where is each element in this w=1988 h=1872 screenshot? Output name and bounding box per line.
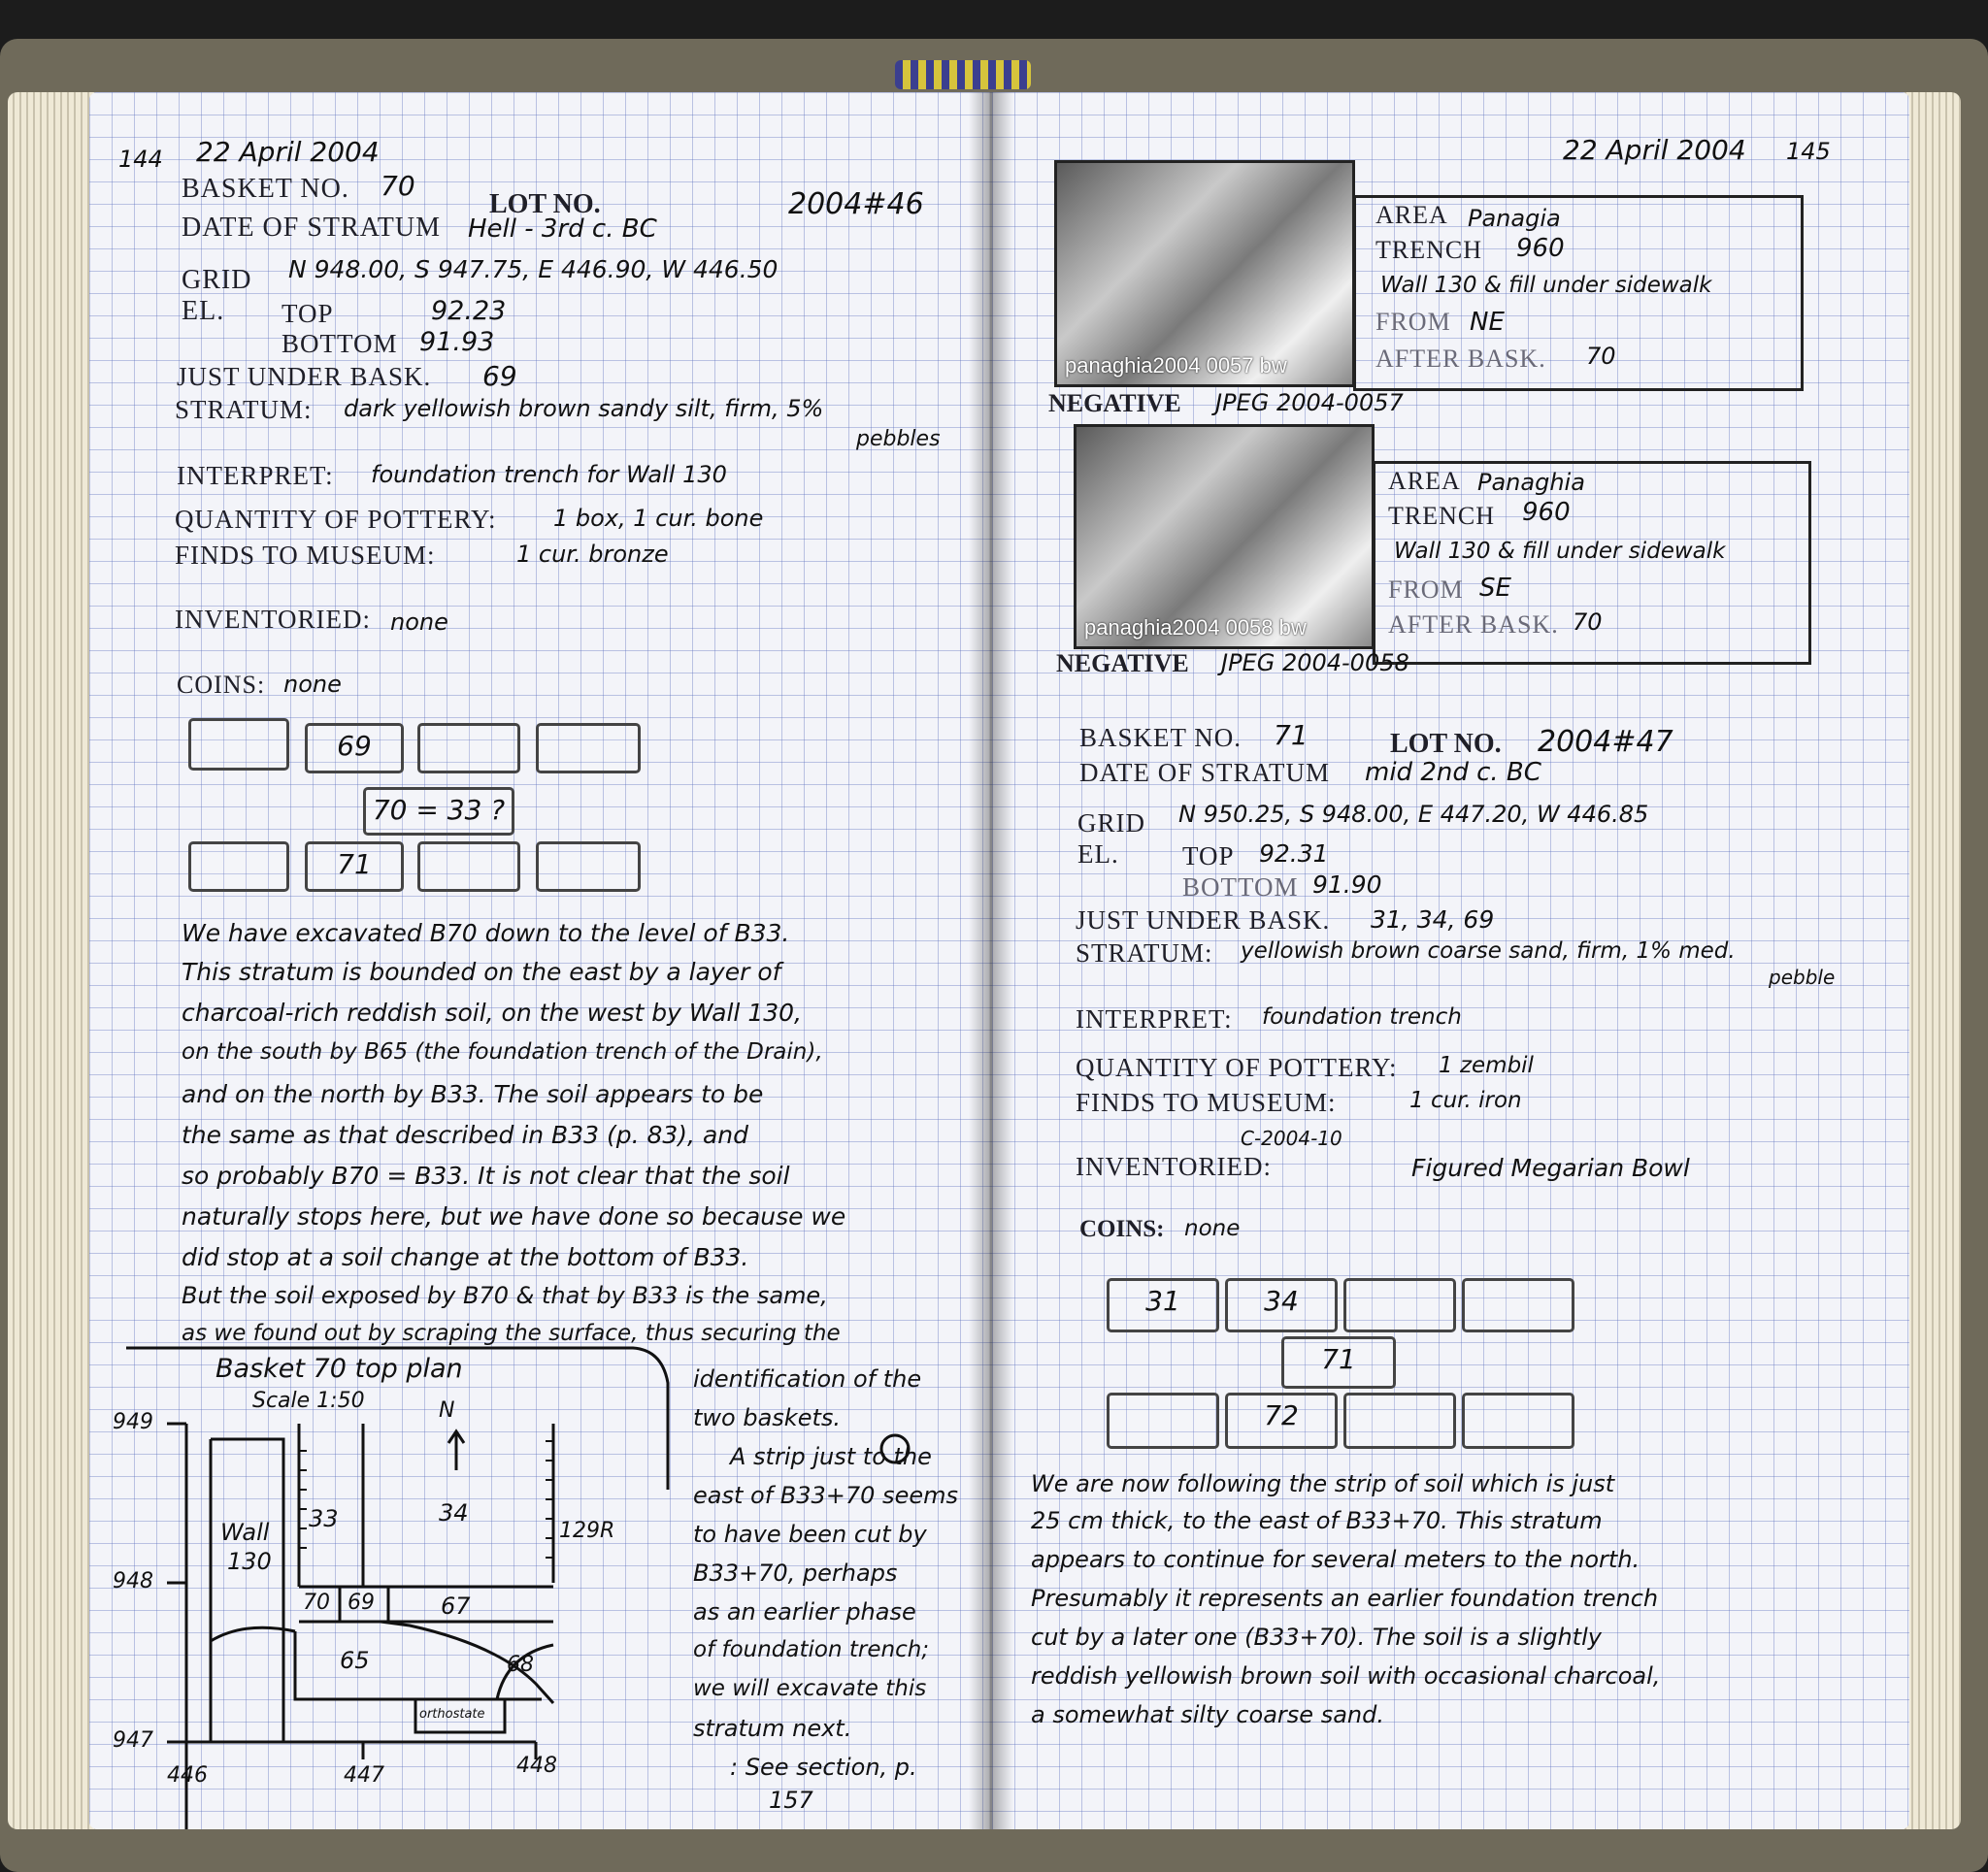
date-stratum-value: mid 2nd c. BC — [1365, 758, 1541, 787]
stratum-value: yellowish brown coarse sand, firm, 1% med. — [1241, 938, 1736, 964]
plan-drawing — [89, 92, 992, 1829]
matrix-box — [1462, 1278, 1574, 1332]
photo-thumbnail — [1054, 160, 1355, 387]
stratum-label: STRATUM: — [1076, 938, 1213, 968]
plan-title: Basket 70 top plan — [215, 1354, 463, 1384]
interpret-value: foundation trench for Wall 130 — [371, 461, 727, 488]
grid-value: N 948.00, S 947.75, E 446.90, W 446.50 — [288, 255, 779, 283]
matrix-box-71: 71 — [305, 841, 404, 892]
page-number: 144 — [118, 146, 163, 173]
inventoried-label: INVENTORIED: — [1076, 1152, 1272, 1181]
grid-value: N 950.25, S 948.00, E 447.20, W 446.85 — [1178, 801, 1649, 828]
notes-line: the same as that described in B33 (p. 83), and — [182, 1121, 748, 1149]
basket-value: 70 — [381, 170, 415, 202]
stratum-value-2: pebbles — [856, 427, 941, 451]
finds-label: FINDS TO MUSEUM: — [175, 541, 436, 570]
plan-wall-label: Wall — [220, 1519, 270, 1546]
inventoried-value: none — [390, 608, 448, 636]
quantity-value: 1 box, 1 cur. bone — [553, 505, 764, 532]
plan-wall-129: 129R — [559, 1519, 615, 1543]
notes-line: did stop at a soil change at the bottom of B33. — [182, 1243, 749, 1271]
notes-line: cut by a later one (B33+70). The soil is a slightly — [1031, 1624, 1602, 1651]
notes-line: on the south by B65 (the foundation trench of the Drain), — [182, 1039, 823, 1065]
notes-line: This stratum is bounded on the east by a layer of — [182, 958, 781, 986]
side-note-line: to have been cut by — [693, 1521, 927, 1548]
matrix-box-72: 72 — [1225, 1393, 1338, 1449]
photo-thumbnail — [1074, 424, 1375, 649]
lot-label: LOT NO. — [1390, 729, 1502, 759]
page-number: 145 — [1786, 138, 1831, 165]
stratum-value: dark yellowish brown sandy silt, firm, 5% — [344, 395, 824, 422]
finds-value: 1 cur. iron — [1409, 1088, 1522, 1113]
side-note-line: east of B33+70 seems — [693, 1482, 958, 1509]
notes-line: We have excavated B70 down to the level of B33. — [182, 919, 790, 947]
matrix-box-31: 31 — [1107, 1278, 1219, 1332]
plan-x-label: 448 — [516, 1754, 557, 1778]
bookmark-ribbon — [895, 60, 1031, 89]
inventoried-number: C-2004-10 — [1241, 1127, 1342, 1150]
side-note-line: : See section, p. — [730, 1754, 917, 1781]
plan-y-label: 947 — [113, 1728, 153, 1753]
interpret-label: INTERPRET: — [177, 461, 334, 490]
trench-value: 960 — [1516, 234, 1565, 263]
from-value: NE — [1470, 308, 1505, 337]
plan-x-label: 447 — [344, 1763, 384, 1788]
trench-label: TRENCH — [1388, 502, 1495, 530]
from-label: FROM — [1375, 308, 1451, 336]
notes-line: But the soil exposed by B70 & that by B33 is the same, — [182, 1282, 828, 1309]
bottom-value: 91.90 — [1312, 870, 1382, 899]
grid-label: GRID — [182, 265, 252, 295]
coins-value: none — [1184, 1216, 1241, 1241]
notes-line: naturally stops here, but we have done so because we — [182, 1202, 846, 1231]
just-under-label: JUST UNDER BASK. — [1076, 905, 1331, 935]
top-label: TOP — [282, 299, 334, 328]
quantity-label: QUANTITY OF POTTERY: — [1076, 1053, 1398, 1082]
notes-line: a somewhat silty coarse sand. — [1031, 1701, 1384, 1728]
plan-orthostate: orthostate — [419, 1707, 485, 1722]
area-value: Panaghia — [1477, 469, 1585, 496]
date-stratum-value: Hell - 3rd c. BC — [468, 214, 657, 244]
matrix-box — [1462, 1393, 1574, 1449]
bottom-value: 91.93 — [419, 327, 495, 357]
left-page — [89, 92, 992, 1829]
just-under-label: JUST UNDER BASK. — [177, 362, 432, 391]
matrix-box-70: 70 = 33 ? — [363, 787, 514, 836]
photo-description: Wall 130 & fill under sidewalk — [1394, 539, 1726, 564]
trench-value: 960 — [1522, 498, 1571, 527]
page-date: 22 April 2004 — [1563, 134, 1746, 166]
side-note-line: stratum next. — [693, 1715, 852, 1742]
coins-value: none — [283, 671, 342, 698]
quantity-value: 1 zembil — [1439, 1053, 1534, 1078]
side-note-line: B33+70, perhaps — [693, 1560, 898, 1587]
coins-label: COINS: — [177, 671, 266, 699]
notes-line: as we found out by scraping the surface, thus securing the — [182, 1321, 841, 1346]
notes-line: appears to continue for several meters to the north. — [1031, 1546, 1640, 1573]
negative-label: NEGATIVE — [1048, 389, 1181, 417]
plan-b33: 33 — [309, 1505, 339, 1532]
matrix-box-34: 34 — [1225, 1278, 1338, 1332]
page-edges-left — [8, 92, 97, 1829]
notes-line: reddish yellowish brown soil with occasional charcoal, — [1031, 1662, 1661, 1690]
side-note-line: of foundation trench; — [693, 1637, 930, 1662]
bottom-label: BOTTOM — [1182, 872, 1299, 902]
inventoried-label: INVENTORIED: — [175, 605, 371, 634]
area-value: Panagia — [1468, 205, 1561, 232]
after-bask-value: 70 — [1573, 608, 1603, 636]
right-page — [992, 92, 1909, 1829]
finds-value: 1 cur. bronze — [516, 541, 669, 568]
trench-label: TRENCH — [1375, 236, 1482, 264]
date-stratum-label: DATE OF STRATUM — [182, 213, 442, 243]
date-stratum-label: DATE OF STRATUM — [1079, 758, 1331, 787]
matrix-box — [1343, 1393, 1456, 1449]
plan-scale: Scale 1:50 — [252, 1389, 365, 1413]
after-bask-label: AFTER BASK. — [1375, 345, 1546, 373]
basket-label: BASKET NO. — [182, 174, 349, 204]
notes-line: charcoal-rich reddish soil, on the west by Wall 130, — [182, 999, 802, 1027]
side-note-line: as an earlier phase — [693, 1598, 916, 1626]
negative-value: JPEG 2004-0057 — [1215, 389, 1404, 416]
side-note-line: A strip just to the — [730, 1443, 932, 1470]
plan-b34: 34 — [439, 1499, 469, 1527]
photo-caption: panaghia2004 0058 bw — [1084, 615, 1307, 640]
notes-line: so probably B70 = B33. It is not clear that the soil — [182, 1162, 790, 1190]
just-under-value: 31, 34, 69 — [1371, 905, 1495, 934]
photo-description: Wall 130 & fill under sidewalk — [1380, 273, 1712, 298]
matrix-box — [1343, 1278, 1456, 1332]
negative-value: JPEG 2004-0058 — [1221, 649, 1409, 676]
interpret-value: foundation trench — [1262, 1004, 1462, 1030]
coins-label: COINS: — [1079, 1216, 1165, 1242]
stratum-value-2: pebble — [1769, 966, 1836, 989]
finds-label: FINDS TO MUSEUM: — [1076, 1088, 1337, 1117]
plan-y-label: 949 — [113, 1410, 153, 1434]
lot-value: 2004#47 — [1538, 725, 1673, 759]
matrix-box-71: 71 — [1281, 1336, 1396, 1389]
plan-x-label: 446 — [167, 1763, 208, 1788]
basket-label: BASKET NO. — [1079, 723, 1242, 752]
side-note-line: 157 — [769, 1787, 813, 1814]
just-under-value: 69 — [482, 360, 517, 392]
notes-line: and on the north by B33. The soil appears to be — [182, 1080, 764, 1108]
el-label: EL. — [182, 296, 225, 326]
plan-b68: 68 — [507, 1653, 534, 1677]
plan-b67: 67 — [441, 1593, 471, 1620]
el-label: EL. — [1077, 839, 1119, 869]
matrix-box — [1107, 1393, 1219, 1449]
page-date: 22 April 2004 — [196, 136, 380, 168]
side-note-line: two baskets. — [693, 1404, 842, 1431]
lot-label: LOT NO. — [489, 189, 601, 219]
negative-label: NEGATIVE — [1056, 649, 1189, 677]
matrix-box-69: 69 — [305, 723, 404, 773]
notes-line: We are now following the strip of soil which is just — [1031, 1470, 1615, 1497]
area-label: AREA — [1388, 467, 1461, 495]
top-label: TOP — [1182, 841, 1235, 870]
grid-label: GRID — [1077, 808, 1145, 837]
stratum-label: STRATUM: — [175, 395, 313, 424]
page-gutter — [969, 92, 1013, 1829]
after-bask-label: AFTER BASK. — [1388, 610, 1559, 639]
top-value: 92.23 — [431, 296, 507, 326]
after-bask-value: 70 — [1586, 343, 1616, 370]
bottom-label: BOTTOM — [282, 329, 398, 358]
side-note-line: we will excavate this — [693, 1676, 927, 1701]
area-label: AREA — [1375, 201, 1448, 229]
plan-b69: 69 — [348, 1591, 375, 1615]
quantity-label: QUANTITY OF POTTERY: — [175, 505, 497, 534]
from-label: FROM — [1388, 575, 1464, 604]
notes-line: Presumably it represents an earlier foundation trench — [1031, 1585, 1659, 1612]
plan-b70: 70 — [303, 1591, 330, 1615]
plan-wall-number: 130 — [227, 1548, 272, 1575]
notes-line: 25 cm thick, to the east of B33+70. This stratum — [1031, 1507, 1603, 1534]
plan-y-label: 948 — [113, 1569, 153, 1593]
basket-value: 71 — [1274, 719, 1309, 751]
inventoried-value: Figured Megarian Bowl — [1411, 1154, 1690, 1182]
from-value: SE — [1479, 574, 1511, 603]
lot-value: 2004#46 — [788, 187, 924, 221]
side-note-line: identification of the — [693, 1365, 922, 1393]
north-arrow-icon: N — [439, 1398, 455, 1423]
plan-b65: 65 — [340, 1647, 370, 1674]
photo-caption: panaghia2004 0057 bw — [1065, 353, 1287, 378]
top-value: 92.31 — [1259, 839, 1329, 868]
interpret-label: INTERPRET: — [1076, 1004, 1233, 1034]
